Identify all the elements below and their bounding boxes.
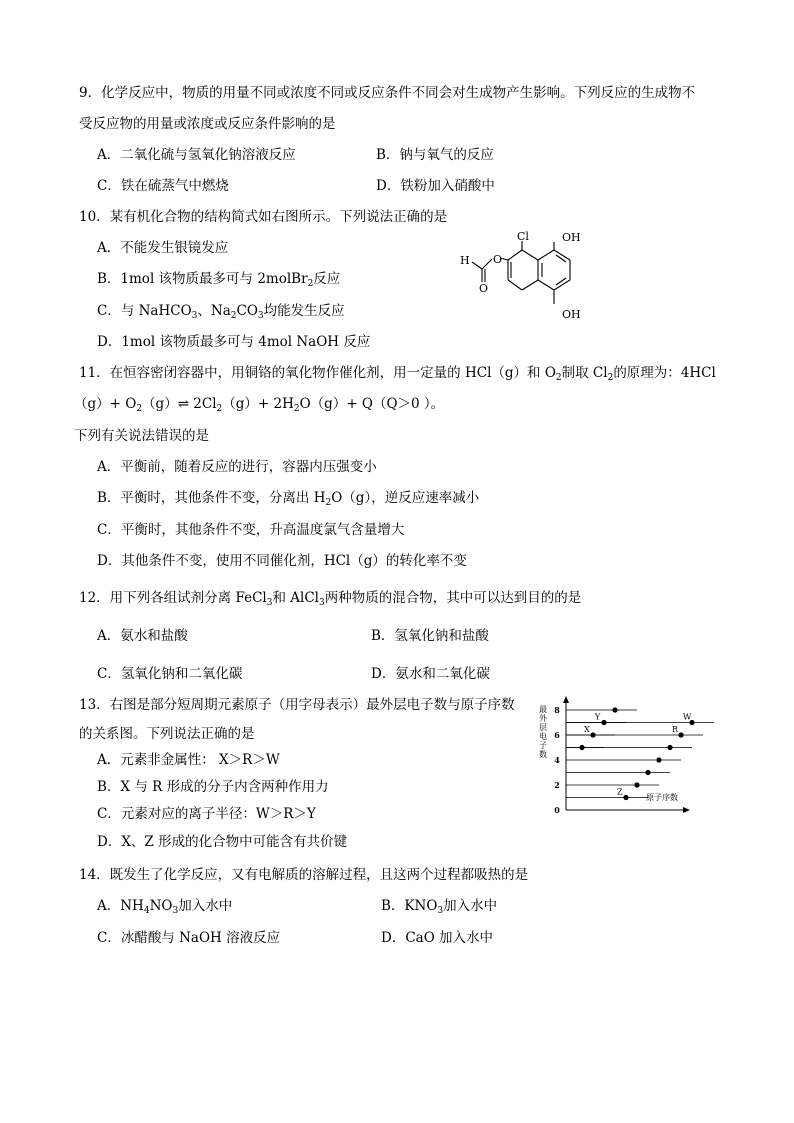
q10-option-b: B．1mol 该物质最多可与 2molBr$_2$反应 xyxy=(97,271,341,289)
data-point xyxy=(601,720,606,725)
y-tick-label: 2 xyxy=(554,780,560,790)
q10-structure-diagram xyxy=(450,226,590,326)
point-label: Y xyxy=(595,712,601,722)
q9-option-c: C．铁在硫蒸气中燃烧 xyxy=(97,178,229,194)
q14-option-b: B．$KNO_3$加入水中 xyxy=(381,898,498,916)
h-label: H xyxy=(460,254,470,267)
oh-top-label: OH xyxy=(562,231,581,244)
q14-option-c: C．冰醋酸与 NaOH 溶液反应 xyxy=(97,930,281,946)
q10-option-a: A．不能发生银镜发应 xyxy=(97,240,229,256)
q13-chart xyxy=(530,696,730,820)
q14-option-a: A．$NH_4NO_3$加入水中 xyxy=(97,898,233,916)
q12-option-c: C．氢氧化钠和二氧化碳 xyxy=(97,666,243,682)
q11-stem-line2: $(g)+ O_2(g)\rightleftharpoons$ $2Cl_2(g)+ 2H_2O(g)+ Q(Q>0$ ）。 xyxy=(74,396,445,414)
q12-option-d: D．氨水和二氧化碳 xyxy=(371,666,490,682)
q13-option-b: B．X 与 R 形成的分子内含两种作用力 xyxy=(97,779,329,795)
q11-stem-line1: 11．在恒容密闭容器中，用铜铬的氧化物作催化剂，用一定量的 HCl（g）和 $O_2$制取 $Cl_2$的原理为：4HCl xyxy=(79,365,716,383)
y-tick-label: 4 xyxy=(554,755,560,765)
q13-option-d: D．X、Z 形成的化合物中可能含有共价键 xyxy=(97,834,348,850)
q9-stem-line1: 9．化学反应中，物质的用量不同或浓度不同或反应条件不同会对生成物产生影响。下列反应的生成物不 xyxy=(79,85,696,101)
q13-option-c: C．元素对应的离子半径：W＞R＞Y xyxy=(97,806,316,822)
y-axis-label-char: 子 xyxy=(539,741,547,750)
point-label: R xyxy=(672,725,679,734)
o-ring-label: O xyxy=(493,253,503,266)
q11-option-a: A．平衡前，随着反应的进行，容器内压强变小 xyxy=(97,459,377,475)
data-point xyxy=(579,745,584,750)
y-tick-label: 0 xyxy=(554,805,560,815)
oh-bottom-label: OH xyxy=(562,308,581,321)
q12-option-a: A．氨水和盐酸 xyxy=(97,628,188,644)
data-point xyxy=(645,770,650,775)
data-point xyxy=(634,782,639,787)
q9-option-d: D．铁粉加入硝酸中 xyxy=(376,178,495,194)
q9-option-b: B．钠与氧气的反应 xyxy=(376,147,494,163)
point-label: W xyxy=(683,712,692,722)
point-label: X xyxy=(584,725,590,734)
q13-stem-line1: 13．右图是部分短周期元素原子（用字母表示）最外层电子数与原子序数 xyxy=(79,697,515,713)
y-axis-label-char: 最 xyxy=(539,705,547,714)
y-axis-label-char: 数 xyxy=(539,750,547,759)
y-axis-label-char: 层 xyxy=(539,723,547,732)
q11-option-c: C．平衡时，其他条件不变，升高温度氯气含量增大 xyxy=(97,522,405,538)
q11-option-b: B．平衡时，其他条件不变，分离出 $H_2O(g)$，逆反应速率减小 xyxy=(97,490,480,508)
cl-label: Cl xyxy=(517,230,529,243)
q11-stem-line3: 下列有关说法错误的是 xyxy=(74,428,209,444)
y-axis-label-char: 电 xyxy=(539,732,547,741)
q10-option-c: C．与 NaHCO$_3$、$Na_2CO_3$均能发生反应 xyxy=(97,303,345,321)
q12-stem: 12．用下列各组试剂分离 FeCl$_3$和 AlCl$_3$两种物质的混合物，其中可以达到目的的是 xyxy=(79,590,582,608)
q12-option-b: B．氢氧化钠和盐酸 xyxy=(371,628,489,644)
data-point xyxy=(623,795,628,800)
q14-stem: 14．既发生了化学反应，又有电解质的溶解过程，且这两个过程都吸热的是 xyxy=(79,867,529,883)
q11-option-d: D．其他条件不变，使用不同催化剂，HCl（g）的转化率不变 xyxy=(97,553,467,569)
x-axis-label: 原子序数 xyxy=(646,793,678,802)
data-point xyxy=(678,732,683,737)
q10-option-d: D．1mol 该物质最多可与 4mol NaOH 反应 xyxy=(97,334,371,350)
point-label: Z xyxy=(617,787,623,797)
q10-stem: 10．某有机化合物的结构简式如右图所示。下列说法正确的是 xyxy=(79,209,448,225)
data-point xyxy=(667,745,672,750)
y-axis-label-char: 外 xyxy=(539,714,547,723)
y-axis-label xyxy=(539,705,548,759)
y-tick-label: 6 xyxy=(554,730,560,740)
q9-stem-line2: 受反应物的用量或浓度或反应条件影响的是 xyxy=(79,116,336,132)
data-point xyxy=(590,732,595,737)
q14-option-d: D．CaO 加入水中 xyxy=(381,930,494,946)
q13-stem-line2: 的关系图。下列说法正确的是 xyxy=(79,726,255,742)
data-point xyxy=(656,757,661,762)
data-point xyxy=(612,707,617,712)
y-tick-label: 8 xyxy=(554,705,560,715)
q13-option-a: A．元素非金属性： X＞R＞W xyxy=(97,752,280,768)
o-carbonyl-label: O xyxy=(479,282,489,295)
q9-option-a: A．二氧化硫与氢氧化钠溶液反应 xyxy=(97,147,296,163)
